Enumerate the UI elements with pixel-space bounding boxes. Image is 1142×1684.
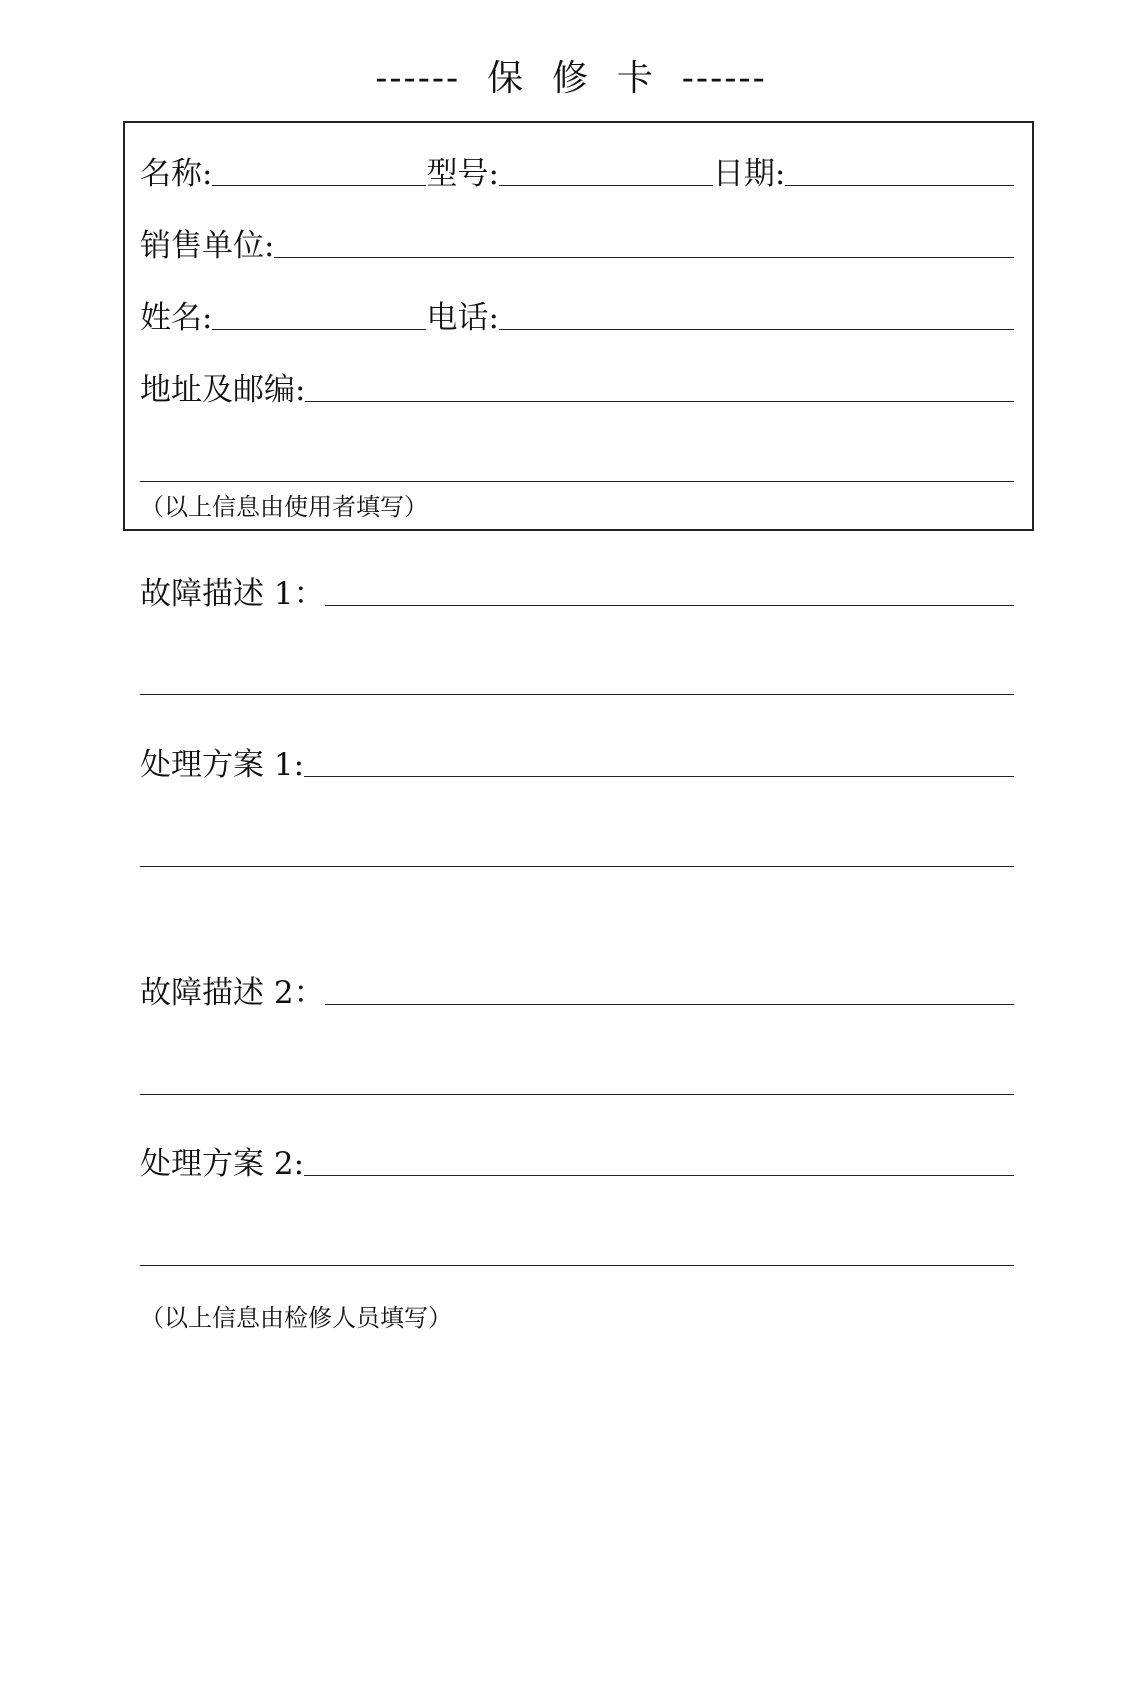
seller-label: 销售单位:: [140, 228, 275, 264]
date-field[interactable]: [785, 184, 1014, 186]
person-phone-row: [140, 294, 1014, 338]
fault-1-row: [140, 570, 1014, 614]
address-field[interactable]: [305, 400, 1014, 402]
page-title: ------ 保 修 卡 ------: [375, 58, 767, 99]
user-fill-note: （以上信息由使用者填写）: [140, 493, 428, 521]
phone-label: 电话:: [426, 300, 499, 336]
fault-2-extra-line[interactable]: [140, 1094, 1014, 1095]
solution-2-field[interactable]: [304, 1174, 1014, 1176]
fault-1-label: 故障描述 1：: [140, 576, 325, 612]
solution-1-label: 处理方案 1:: [140, 747, 305, 783]
solution-2-row: [140, 1140, 1014, 1184]
solution-1-extra-line[interactable]: [140, 866, 1014, 867]
address-row: [140, 366, 1014, 410]
fault-2-label: 故障描述 2：: [140, 975, 325, 1011]
fault-2-row: [140, 969, 1014, 1013]
seller-row: [140, 222, 1014, 266]
solution-1-row: [140, 741, 1014, 785]
person-name-label: 姓名:: [140, 300, 213, 336]
model-label: 型号:: [426, 156, 499, 192]
address-label: 地址及邮编:: [140, 372, 306, 408]
solution-2-extra-line[interactable]: [140, 1265, 1014, 1266]
person-name-field[interactable]: [212, 328, 426, 330]
seller-field[interactable]: [274, 256, 1014, 258]
name-label: 名称:: [140, 156, 213, 192]
address-extra-line[interactable]: [140, 481, 1014, 482]
fault-1-extra-line[interactable]: [140, 694, 1014, 695]
name-field[interactable]: [212, 184, 426, 186]
fault-2-field[interactable]: [325, 1003, 1014, 1005]
date-label: 日期:: [712, 156, 786, 192]
fault-1-field[interactable]: [325, 604, 1014, 606]
solution-1-field[interactable]: [304, 775, 1014, 777]
repair-fill-note: （以上信息由检修人员填写）: [140, 1304, 452, 1332]
phone-field[interactable]: [499, 328, 1014, 330]
solution-2-label: 处理方案 2:: [140, 1146, 305, 1182]
name-model-date-row: [140, 150, 1014, 194]
model-field[interactable]: [499, 184, 713, 186]
